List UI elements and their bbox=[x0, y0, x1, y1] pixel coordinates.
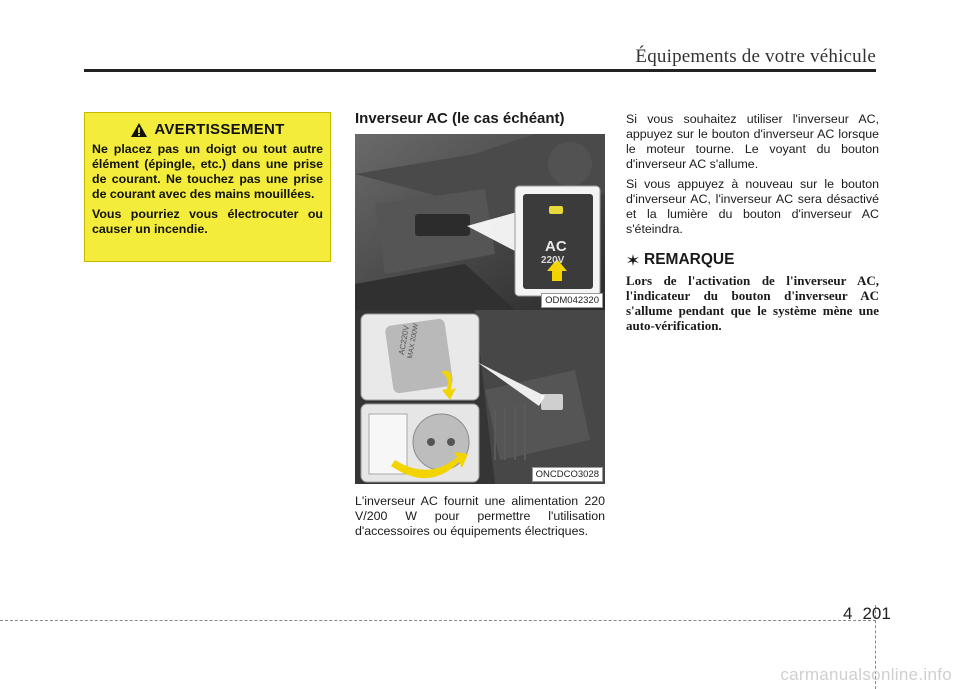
dashboard-illustration bbox=[355, 134, 605, 310]
warning-paragraph-1: Ne placez pas un doigt ou tout autre élément (épingle, etc.) dans une prise de courant. Ne touchez pas une prise de courant avec des mains mouillées. bbox=[92, 142, 323, 201]
dashboard-photo bbox=[355, 134, 605, 310]
right-paragraph-2: Si vous appuyez à nouveau sur le bouton d'inverseur AC, l'inverseur AC sera désactivé et la lumière du bouton d'inverseur AC s'éteindra. bbox=[626, 177, 879, 236]
warning-triangle-icon bbox=[130, 122, 148, 138]
outlet-sublabel: MAX 200W bbox=[407, 323, 421, 360]
page-header-title: Équipements de votre véhicule bbox=[635, 46, 876, 67]
page-number-value: 201 bbox=[862, 604, 891, 623]
note-body: Lors de l'activation de l'inverseur AC, l'indicateur du bouton d'inverseur AC s'allume pendant que le système mène une auto-vérification. bbox=[626, 273, 879, 333]
header-rule bbox=[84, 69, 876, 72]
trunk-illustration bbox=[355, 310, 605, 484]
photo-code-2: ONCDCO3028 bbox=[532, 467, 603, 482]
outlet-label: AC220V bbox=[397, 324, 412, 356]
right-column bbox=[626, 112, 879, 333]
section-body: L'inverseur AC fournit une alimentation 220 V/200 W pour permettre l'utilisation d'accessoires ou équipements électriques. bbox=[355, 494, 605, 538]
ac-button-voltage: 220V bbox=[541, 255, 565, 266]
warning-box bbox=[84, 112, 331, 262]
note-header bbox=[626, 251, 879, 269]
ac-button-label: AC bbox=[545, 238, 567, 255]
warning-title: AVERTISSEMENT bbox=[154, 121, 285, 138]
watermark[interactable]: carmanualsonline.info bbox=[780, 665, 952, 684]
note-title: REMARQUE bbox=[644, 251, 735, 268]
note-star-icon bbox=[626, 253, 640, 267]
footer-rule bbox=[0, 620, 876, 621]
section-heading: Inverseur AC (le cas échéant) bbox=[355, 110, 565, 127]
right-paragraph-1: Si vous souhaitez utiliser l'inverseur AC, appuyez sur le bouton d'inverseur AC lorsque le moteur tourne. Le voyant du bouton d'inverseur AC s'allume. bbox=[626, 112, 879, 171]
warning-header bbox=[92, 121, 323, 138]
chapter-number: 4 bbox=[843, 604, 853, 623]
trunk-photo bbox=[355, 310, 605, 484]
photo-code-1: ODM042320 bbox=[541, 293, 603, 308]
page-number bbox=[843, 604, 891, 624]
warning-paragraph-2: Vous pourriez vous électrocuter ou causer un incendie. bbox=[92, 207, 323, 236]
